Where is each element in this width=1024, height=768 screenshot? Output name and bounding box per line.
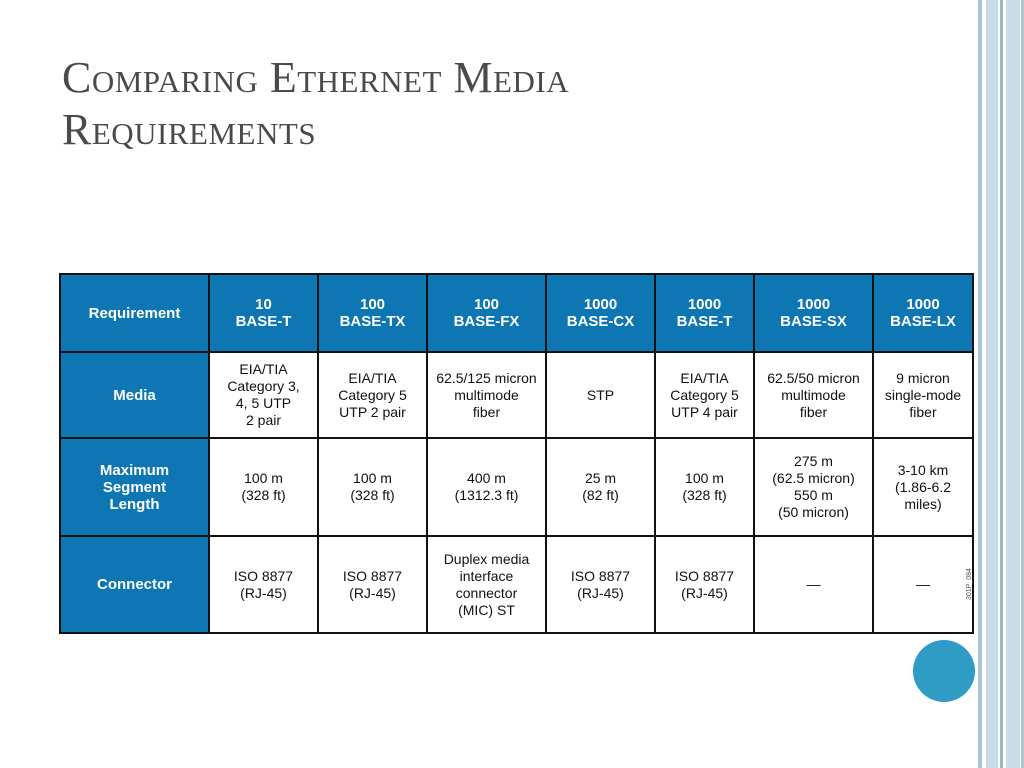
table-cell: 100 m (328 ft) bbox=[209, 438, 318, 536]
table-cell: 275 m (62.5 micron) 550 m (50 micron) bbox=[754, 438, 873, 536]
figure-id-tag: 301P_084 bbox=[966, 568, 973, 600]
table-cell: 9 micron single-mode fiber bbox=[873, 352, 973, 438]
table-cell: EIA/TIA Category 3, 4, 5 UTP 2 pair bbox=[209, 352, 318, 438]
decor-stripe bbox=[978, 0, 982, 768]
corner-header: Requirement bbox=[60, 274, 209, 352]
table-cell: — bbox=[873, 536, 973, 633]
column-header: 1000 BASE-CX bbox=[546, 274, 655, 352]
table-body bbox=[60, 352, 973, 633]
table-cell: 62.5/125 micron multimode fiber bbox=[427, 352, 546, 438]
table-header-row bbox=[60, 274, 973, 352]
table-cell: 62.5/50 micron multimode fiber bbox=[754, 352, 873, 438]
slide-title bbox=[62, 52, 822, 156]
table-cell: 400 m (1312.3 ft) bbox=[427, 438, 546, 536]
row-header: Media bbox=[60, 352, 209, 438]
table-cell: ISO 8877 (RJ-45) bbox=[318, 536, 427, 633]
table-cell: EIA/TIA Category 5 UTP 2 pair bbox=[318, 352, 427, 438]
ethernet-media-table bbox=[59, 273, 974, 634]
table-row bbox=[60, 438, 973, 536]
table-cell: ISO 8877 (RJ-45) bbox=[209, 536, 318, 633]
decor-stripe bbox=[986, 0, 998, 768]
decor-stripe bbox=[1000, 0, 1003, 768]
accent-circle bbox=[913, 640, 975, 702]
column-header: 1000 BASE-T bbox=[655, 274, 754, 352]
row-header: Maximum Segment Length bbox=[60, 438, 209, 536]
slide-title-line-1: Comparing Ethernet Media bbox=[62, 53, 570, 102]
column-header: 1000 BASE-SX bbox=[754, 274, 873, 352]
table-cell: 100 m (328 ft) bbox=[655, 438, 754, 536]
table-row bbox=[60, 536, 973, 633]
column-header: 10 BASE-T bbox=[209, 274, 318, 352]
table-cell: — bbox=[754, 536, 873, 633]
table-cell: 25 m (82 ft) bbox=[546, 438, 655, 536]
table-cell: 100 m (328 ft) bbox=[318, 438, 427, 536]
column-header: 100 BASE-FX bbox=[427, 274, 546, 352]
slide-title-line-2: Requirements bbox=[62, 105, 317, 154]
table-cell: ISO 8877 (RJ-45) bbox=[655, 536, 754, 633]
table-row bbox=[60, 352, 973, 438]
column-header: 100 BASE-TX bbox=[318, 274, 427, 352]
decor-stripe bbox=[1006, 0, 1020, 768]
table-cell: EIA/TIA Category 5 UTP 4 pair bbox=[655, 352, 754, 438]
table-cell: Duplex media interface connector (MIC) ST bbox=[427, 536, 546, 633]
table-cell: ISO 8877 (RJ-45) bbox=[546, 536, 655, 633]
row-header: Connector bbox=[60, 536, 209, 633]
table-cell: STP bbox=[546, 352, 655, 438]
column-header: 1000 BASE-LX bbox=[873, 274, 973, 352]
table-cell: 3-10 km (1.86-6.2 miles) bbox=[873, 438, 973, 536]
